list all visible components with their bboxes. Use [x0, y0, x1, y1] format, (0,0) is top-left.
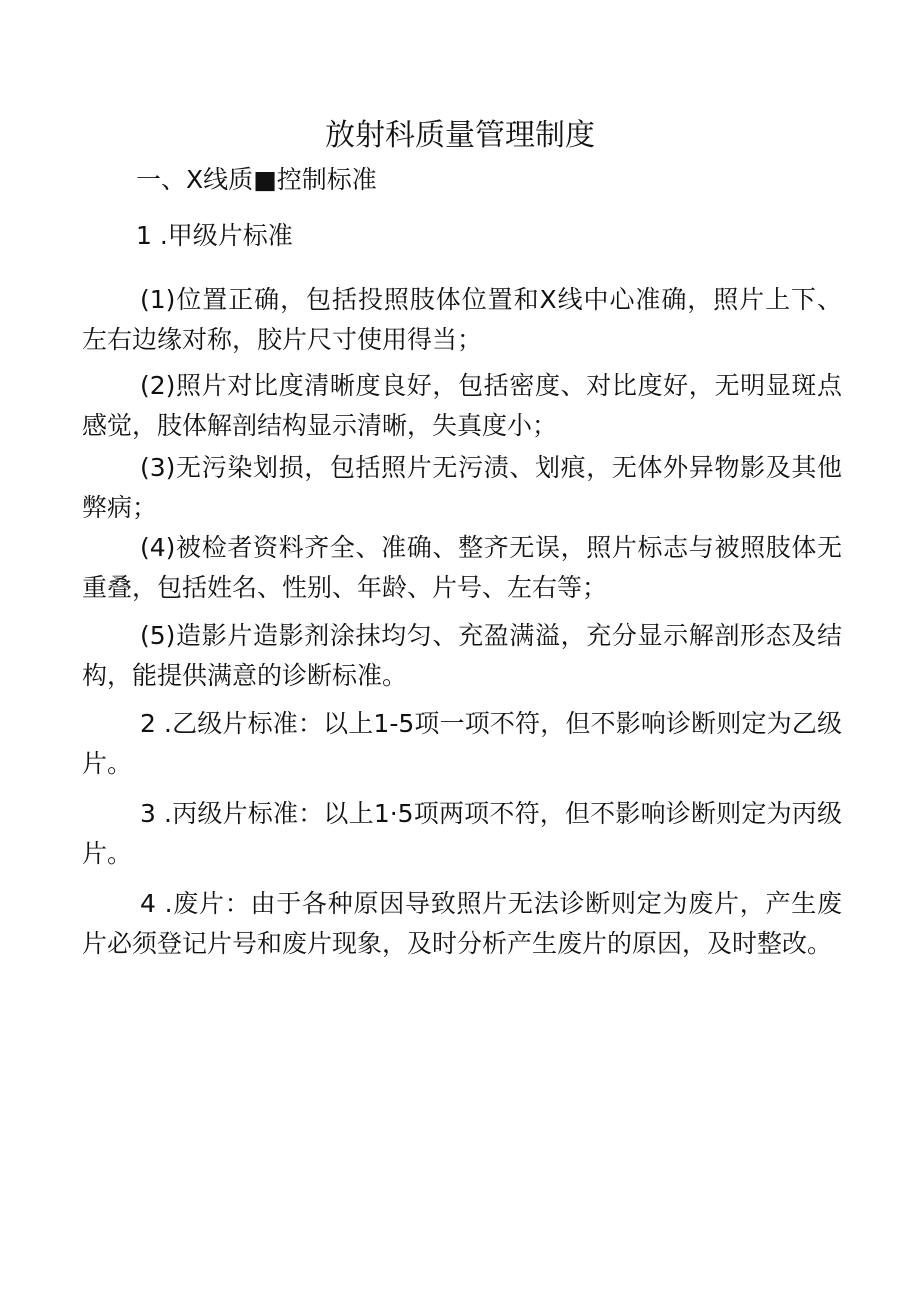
document-title: 放射科质量管理制度 — [325, 118, 595, 153]
criterion-contrast: (2)照片对比度清晰度良好，包括密度、对比度好，无明显斑点感觉，肢体解剖结构显示清晰，失真度小； — [82, 371, 842, 440]
grade-a-heading: 1 .甲级片标准 — [136, 221, 293, 250]
criterion-position: (1)位置正确，包括投照肢体位置和X线中心准确，照片上下、左右边缘对称，胶片尺寸使用得当； — [82, 285, 842, 354]
grade-c-standard: 3 .丙级片标准：以上1·5项两项不符，但不影响诊断则定为丙级片。 — [82, 799, 842, 868]
criterion-no-damage: (3)无污染划损，包括照片无污渍、划痕，无体外异物影及其他弊病； — [82, 453, 842, 522]
criterion-patient-info: (4)被检者资料齐全、准确、整齐无误，照片标志与被照肢体无重叠，包括姓名、性别、年龄、片号、左右等； — [82, 533, 842, 602]
grade-b-standard: 2 .乙级片标准：以上1-5项一项不符，但不影响诊断则定为乙级片。 — [82, 709, 842, 778]
criterion-contrast-agent: (5)造影片造影剂涂抹均匀、充盈满溢，充分显示解剖形态及结构，能提供满意的诊断标准。 — [82, 621, 842, 690]
section-heading: 一、X线质■控制标准 — [136, 165, 377, 194]
waste-film-standard: 4 .废片：由于各种原因导致照片无法诊断则定为废片，产生废片必须登记片号和废片现象，及时分析产生废片的原因，及时整改。 — [82, 889, 842, 958]
